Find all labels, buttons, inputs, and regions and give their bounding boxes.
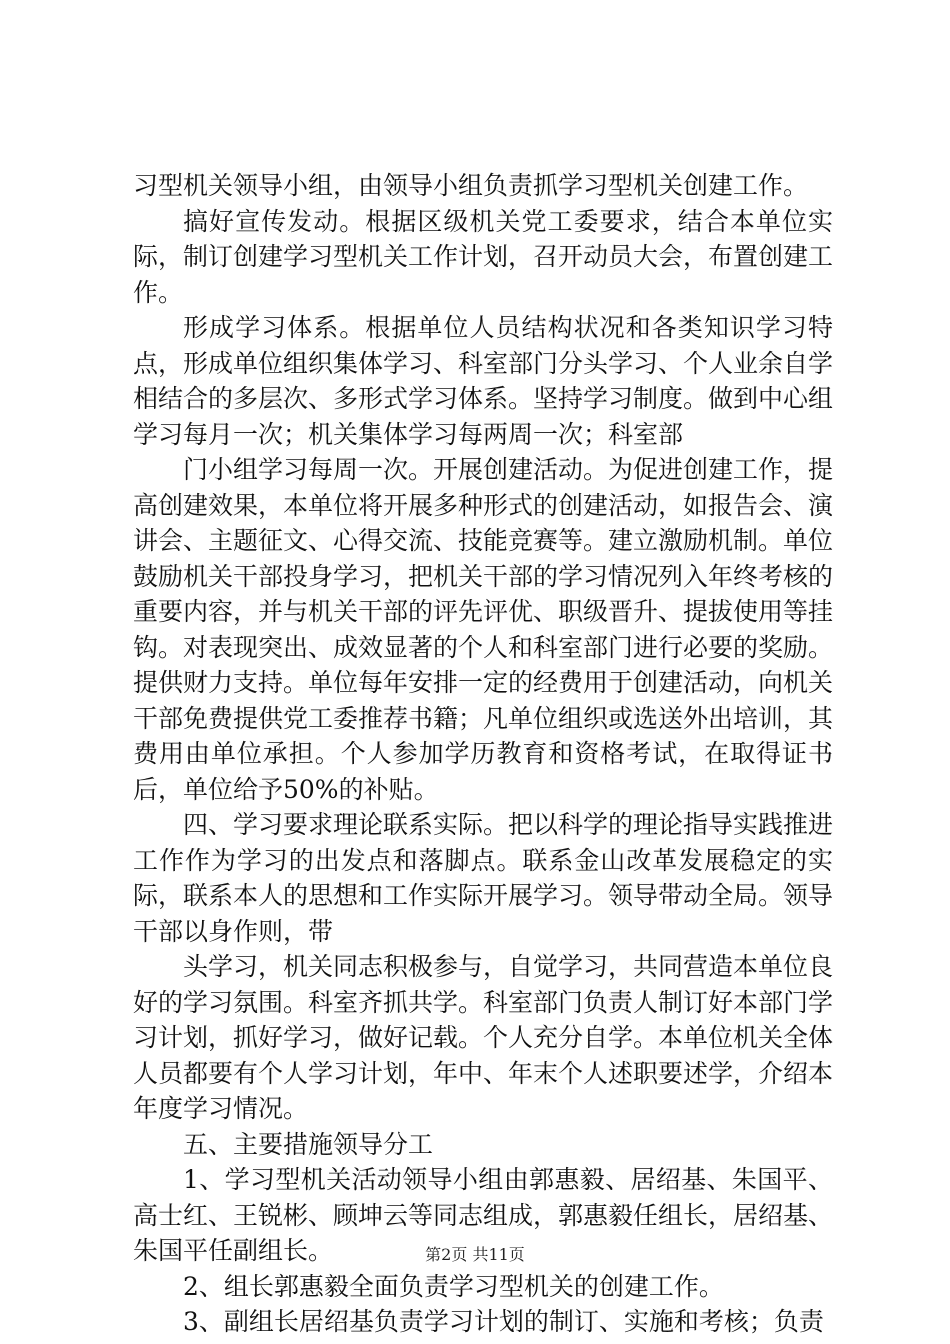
paragraph-8: 1、学习型机关活动领导小组由郭惠毅、居绍基、朱国平、高士红、王锐彬、顾坤云等同志组成，郭惠毅任组长，居绍基、朱国平任副组长。 bbox=[133, 1165, 834, 1265]
paragraph-6: 头学习，机关同志积极参与，自觉学习，共同营造本单位良好的学习氛围。科室齐抓共学。科室部门负责人制订好本部门学习计划，抓好学习，做好记载。个人充分自学。本单位机关全体人员都要有个人学习计划，年中、年末个人述职要述学，介绍本年度学习情况。 bbox=[133, 952, 834, 1123]
page-footer: 第2页 共11页 bbox=[425, 1245, 525, 1264]
paragraph-7: 五、主要措施领导分工 bbox=[183, 1129, 434, 1159]
paragraph-1: 习型机关领导小组，由领导小组负责抓学习型机关创建工作。 bbox=[133, 171, 809, 200]
document-body bbox=[133, 168, 833, 1340]
paragraph-5: 四、学习要求理论联系实际。把以科学的理论指导实践推进工作作为学习的出发点和落脚点。联系金山改革发展稳定的实际，联系本人的思想和工作实际开展学习。领导带动全局。领导干部以身作则，带 bbox=[133, 810, 834, 946]
paragraph-9: 2、组长郭惠毅全面负责学习型机关的创建工作。 bbox=[183, 1271, 724, 1301]
paragraph-10: 3、副组长居绍基负责学习计划的制订、实施和考核；负责 bbox=[183, 1307, 824, 1336]
paragraph-2: 搞好宣传发动。根据区级机关党工委要求，结合本单位实际，制订创建学习型机关工作计划，召开动员大会，布置创建工作。 bbox=[133, 206, 834, 307]
paragraph-3: 形成学习体系。根据单位人员结构状况和各类知识学习特点，形成单位组织集体学习、科室部门分头学习、个人业余自学相结合的多层次、多形式学习体系。坚持学习制度。做到中心组学习每月一次；机关集体学习每两周一次；科室部 bbox=[133, 313, 834, 449]
paragraph-4: 门小组学习每周一次。开展创建活动。为促进创建工作，提高创建效果，本单位将开展多种形式的创建活动，如报告会、演讲会、主题征文、心得交流、技能竞赛等。建立激励机制。单位鼓励机关干部投身学习，把机关干部的学习情况列入年终考核的重要内容，并与机关干部的评先评优、职级晋升、提拔使用等挂钩。对表现突出、成效显著的个人和科室部门进行必要的奖励。提供财力支持。单位每年安排一定的经费用于创建活动，向机关干部免费提供党工委推荐书籍；凡单位组织或选送外出培训，其费用由单位承担。个人参加学历教育和资格考试，在取得证书后，单位给予50%的补贴。 bbox=[133, 455, 834, 804]
